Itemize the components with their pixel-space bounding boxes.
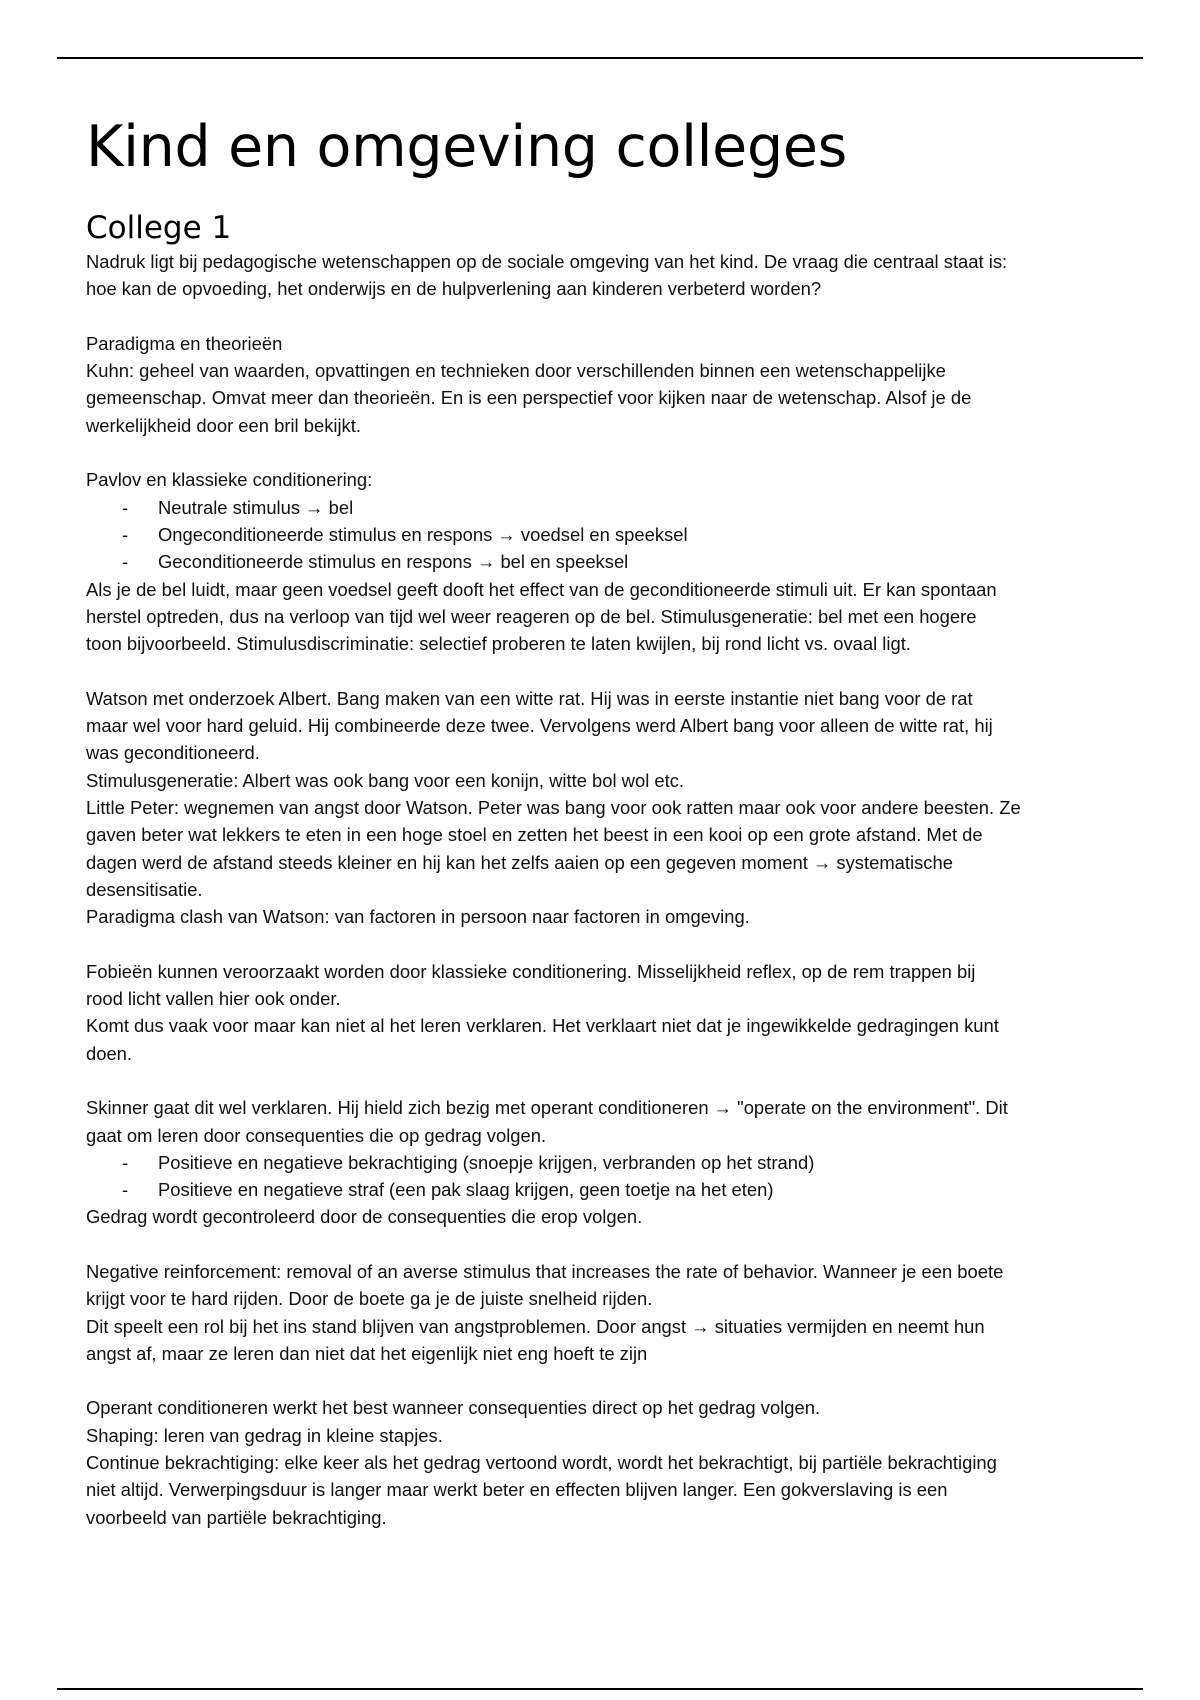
- list-item: - Ongeconditioneerde stimulus en respons → voedsel en speeksel: [86, 521, 1146, 548]
- intro-paragraph: Nadruk ligt bij pedagogische wetenschappen op de sociale omgeving van het kind. De vraag die centraal staat is: hoe kan de opvoeding, het onderwijs en de hulpverlening aan kinderen verbeterd worden?: [86, 251, 1008, 300]
- pavlov-list: [86, 494, 1146, 576]
- section-heading: College 1: [86, 210, 232, 246]
- operant-paragraph: Operant conditioneren werkt het best wanneer consequenties direct op het gedrag volgen. Shaping: leren van gedrag in kleine stapjes. Continue bekrachtiging: elke keer als het gedrag vertoond wordt, wordt het bekrachtigt, bij partiële bekrachtiging niet altijd. Verwerpingsduur is langer maar werkt beter en effecten blijven langer. Een gokverslaving is een voorbeeld van partiële bekrachtiging.: [86, 1397, 997, 1528]
- paragraph-gap: [86, 930, 1146, 957]
- fobie-paragraph: Fobieën kunnen veroorzaakt worden door klassieke conditionering. Misselijkheid reflex, op de rem trappen bij rood licht vallen hier ook onder. Komt dus vaak voor maar kan niet al het leren verklaren. Het verklaart niet dat je ingewikkelde gedragingen kunt doen.: [86, 960, 999, 1064]
- top-rule: [57, 57, 1143, 59]
- paradigm-paragraph: Kuhn: geheel van waarden, opvattingen en technieken door verschillenden binnen een wetenschappelijke gemeenschap. Omvat meer dan theorieën. En is een perspectief voor kijken naar de wetenschap. Alsof je de werkelijkheid door een bril bekijkt.: [86, 360, 972, 436]
- list-item: - Positieve en negatieve straf (een pak slaag krijgen, geen toetje na het eten): [86, 1176, 1146, 1203]
- skinner-paragraph: Skinner gaat dit wel verklaren. Hij hield zich bezig met operant conditioneren → "operate on the environment". Dit gaat om leren door consequenties die op gedrag volgen.: [86, 1097, 1008, 1146]
- skinner-list: [86, 1149, 1146, 1204]
- skinner-after-paragraph: Gedrag wordt gecontroleerd door de consequenties die erop volgen.: [86, 1206, 643, 1228]
- negative-reinforcement-paragraph: Negative reinforcement: removal of an averse stimulus that increases the rate of behavior. Wanneer je een boete krijgt voor te hard rijden. Door de boete ga je de juiste snelheid rijden. Dit speelt een rol bij het ins stand blijven van angstproblemen. Door angst → situaties vermijden en neemt hun angst af, maar ze leren dan niet dat het eigenlijk niet eng hoeft te zijn: [86, 1260, 1004, 1364]
- pavlov-paragraph: Als je de bel luidt, maar geen voedsel geeft dooft het effect van de geconditioneerde stimuli uit. Er kan spontaan herstel optreden, dus na verloop van tijd wel weer reageren op de bel. Stimulusgeneratie: bel met een hogere toon bijvoorbeeld. Stimulusdiscriminatie: selectief proberen te laten kwijlen, bij rond licht vs. ovaal ligt.: [86, 578, 997, 655]
- paragraph-gap: [86, 303, 1146, 330]
- list-item: - Geconditioneerde stimulus en respons → bel en speeksel: [86, 548, 1146, 575]
- document-body: [86, 105, 1146, 1531]
- list-item: - Neutrale stimulus → bel: [86, 494, 1146, 521]
- paragraph-gap: [86, 657, 1146, 684]
- paragraph-gap: [86, 1367, 1146, 1394]
- paragraph-gap: [86, 1067, 1146, 1094]
- document-title: Kind en omgeving colleges: [86, 114, 847, 180]
- watson-paragraph: Watson met onderzoek Albert. Bang maken van een witte rat. Hij was in eerste instantie niet bang voor de rat maar wel voor hard geluid. Hij combineerde deze twee. Vervolgens werd Albert bang voor alleen de witte rat, hij was geconditioneerd. Stimulusgeneratie: Albert was ook bang voor een konijn, witte bol wol etc. Little Peter: wegnemen van angst door Watson. Peter was bang voor ook ratten maar ook voor andere beesten. Ze gaven beter wat lekkers te eten in een hoge stoel en zetten het beest in een kooi op een grote afstand. Met de dagen werd de afstand steeds kleiner en hij kan het zelfs aaien op een gegeven moment → systematische desensitisatie. Paradigma clash van Watson: van factoren in persoon naar factoren in omgeving.: [86, 687, 1021, 928]
- paragraph-gap: [86, 1231, 1146, 1258]
- paragraph-gap: [86, 439, 1146, 466]
- paradigm-heading: Paradigma en theorieën: [86, 332, 283, 354]
- list-item: - Positieve en negatieve bekrachtiging (snoepje krijgen, verbranden op het strand): [86, 1149, 1146, 1176]
- bottom-rule: [57, 1688, 1143, 1690]
- pavlov-heading: Pavlov en klassieke conditionering:: [86, 469, 373, 491]
